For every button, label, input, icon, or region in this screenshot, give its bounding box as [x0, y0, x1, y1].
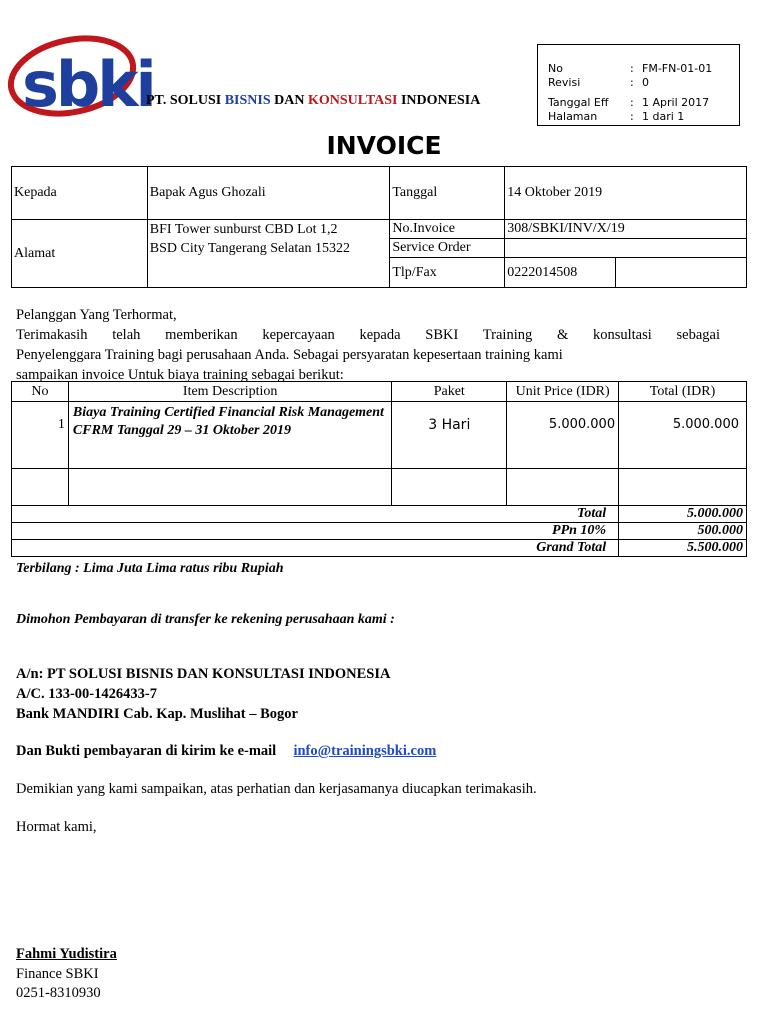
service-order-value [505, 239, 747, 258]
no-invoice-value: 308/SBKI/INV/X/19 [505, 220, 747, 239]
kepada-label: Kepada [12, 167, 148, 220]
bank-account-name: A/n: PT SOLUSI BISNIS DAN KONSULTASI INDONESIA [16, 666, 391, 682]
sbki-logo [4, 28, 154, 128]
tanggal-label: Tanggal [390, 167, 505, 220]
grand-total-row: Grand Total 5.500.000 [12, 540, 747, 557]
terbilang: Terbilang : Lima Juta Lima ratus ribu Rupiah [16, 561, 284, 576]
alamat-label: Alamat [12, 220, 148, 288]
items-table [11, 381, 747, 557]
tlp-label: Tlp/Fax [390, 258, 505, 288]
total-value: 5.000.000 [619, 506, 747, 523]
service-order-label: Service Order [390, 239, 505, 258]
col-desc: Item Description [68, 382, 391, 402]
invoice-title: INVOICE [326, 131, 442, 160]
doc-info-tanggal-eff: Tanggal Eff : 1 April 2017 [548, 96, 710, 109]
no-invoice-label: No.Invoice [390, 220, 505, 239]
table-row-empty [12, 469, 747, 506]
col-unit-price: Unit Price (IDR) [507, 382, 619, 402]
payment-proof-note: Dan Bukti pembayaran di kirim ke e-mail info@trainingsbki.com [16, 743, 437, 759]
closing-text: Demikian yang kami sampaikan, atas perhatian dan kerjasamanya diucapkan terimakasih. [16, 781, 537, 797]
grand-total-value: 5.500.000 [619, 540, 747, 557]
signer-name: Fahmi Yudistira [16, 946, 117, 962]
logo-text: sbki [22, 48, 154, 121]
tlp-extra [616, 258, 747, 288]
company-name: PT. SOLUSI BISNIS DAN KONSULTASI INDONESIA [146, 93, 481, 108]
total-row: Total 5.000.000 [12, 506, 747, 523]
signer-phone: 0251-8310930 [16, 985, 101, 1001]
bank-branch: Bank MANDIRI Cab. Kap. Muslihat – Bogor [16, 706, 298, 722]
regards-text: Hormat kami, [16, 819, 97, 835]
tanggal-value: 14 Oktober 2019 [505, 167, 747, 220]
alamat-value: BFI Tower sunburst CBD Lot 1,2 BSD City Tangerang Selatan 15322 [147, 220, 390, 288]
col-no: No [12, 382, 69, 402]
tlp-value: 0222014508 [505, 258, 616, 288]
col-total: Total (IDR) [619, 382, 747, 402]
invoice-header-table [11, 166, 747, 288]
document-info-box [537, 44, 740, 126]
table-row: 1 Biaya Training Certified Financial Risk Management CFRM Tanggal 29 – 31 Oktober 2019 3 Hari 5.000.000 5.000.000 [12, 402, 747, 469]
doc-info-no: No : FM-FN-01-01 [548, 62, 713, 75]
doc-info-halaman: Halaman : 1 dari 1 [548, 110, 685, 123]
transfer-note: Dimohon Pembayaran di transfer ke rekening perusahaan kami : [16, 612, 395, 627]
doc-info-revisi: Revisi : 0 [548, 76, 649, 89]
kepada-value: Bapak Agus Ghozali [147, 167, 390, 220]
greeting-paragraph: Pelanggan Yang Terhormat, Terimakasih telah memberikan kepercayaan kepada SBKI Training & konsultasi sebagai Penyelenggara Training bagi perusahaan Anda. Sebagai persyaratan kepesertaan training kami sampaikan invoice Untuk biaya training sebagai berikut: [16, 307, 720, 383]
ppn-row: PPn 10% 500.000 [12, 523, 747, 540]
email-link[interactable]: info@trainingsbki.com [293, 743, 437, 759]
col-paket: Paket [392, 382, 507, 402]
bank-account-number: A/C. 133-00-1426433-7 [16, 686, 157, 702]
ppn-value: 500.000 [619, 523, 747, 540]
signer-role: Finance SBKI [16, 966, 99, 982]
